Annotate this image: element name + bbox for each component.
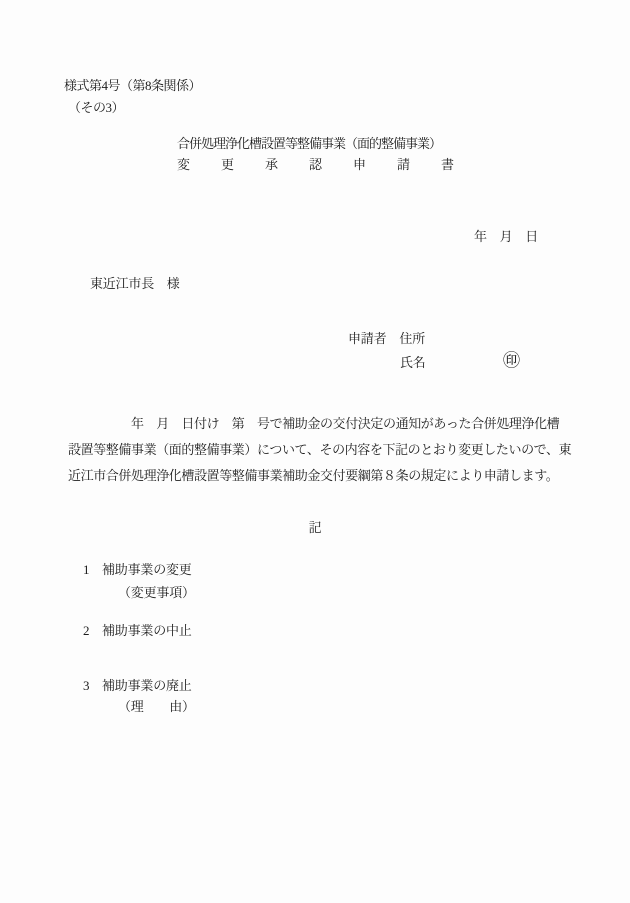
form-number: 様式第4号（第8条関係）: [64, 78, 202, 93]
body-paragraph-line-2: 設置等整備事業（面的整備事業）について、その内容を下記のとおり変更したいので、東: [68, 442, 572, 457]
name-label: 氏名: [400, 355, 426, 370]
list-item-1-number: 1: [83, 562, 90, 577]
date-field: 年 月 日: [474, 229, 539, 244]
list-item-1: [83, 562, 192, 577]
list-item-2: [83, 623, 192, 638]
applicant-label: 申請者: [348, 331, 387, 346]
document-title-subject: 合併処理浄化槽設置等整備事業（面的整備事業）: [177, 136, 442, 151]
list-item-2-number: 2: [83, 623, 90, 638]
list-item-1-sublabel: （変更事項）: [118, 585, 195, 600]
list-item-3-label: 補助事業の廃止: [102, 678, 192, 693]
applicant-row: [348, 331, 425, 346]
list-item-2-label: 補助事業の中止: [102, 623, 192, 638]
list-item-3-number: 3: [83, 678, 90, 693]
body-paragraph-line-3: 近江市合併処理浄化槽設置等整備事業補助金交付要綱第８条の規定により申請します。: [68, 468, 559, 483]
document-title-main: 変 更 承 認 申 請 書: [177, 157, 464, 172]
list-item-3: [83, 678, 192, 693]
list-item-1-label: 補助事業の変更: [102, 562, 192, 577]
form-note: （その3）: [68, 100, 125, 115]
seal-icon: ㊞: [503, 351, 520, 370]
address-label: 住所: [399, 331, 426, 346]
list-item-3-sublabel: （理 由）: [118, 699, 195, 714]
addressee-line: 東近江市長 様: [90, 276, 180, 291]
name-row: [400, 355, 426, 370]
body-paragraph-line-1: 年 月 日付け 第 号で補助金の交付決定の通知があった合併処理浄化槽: [68, 416, 560, 431]
list-heading: 記: [308, 520, 322, 535]
